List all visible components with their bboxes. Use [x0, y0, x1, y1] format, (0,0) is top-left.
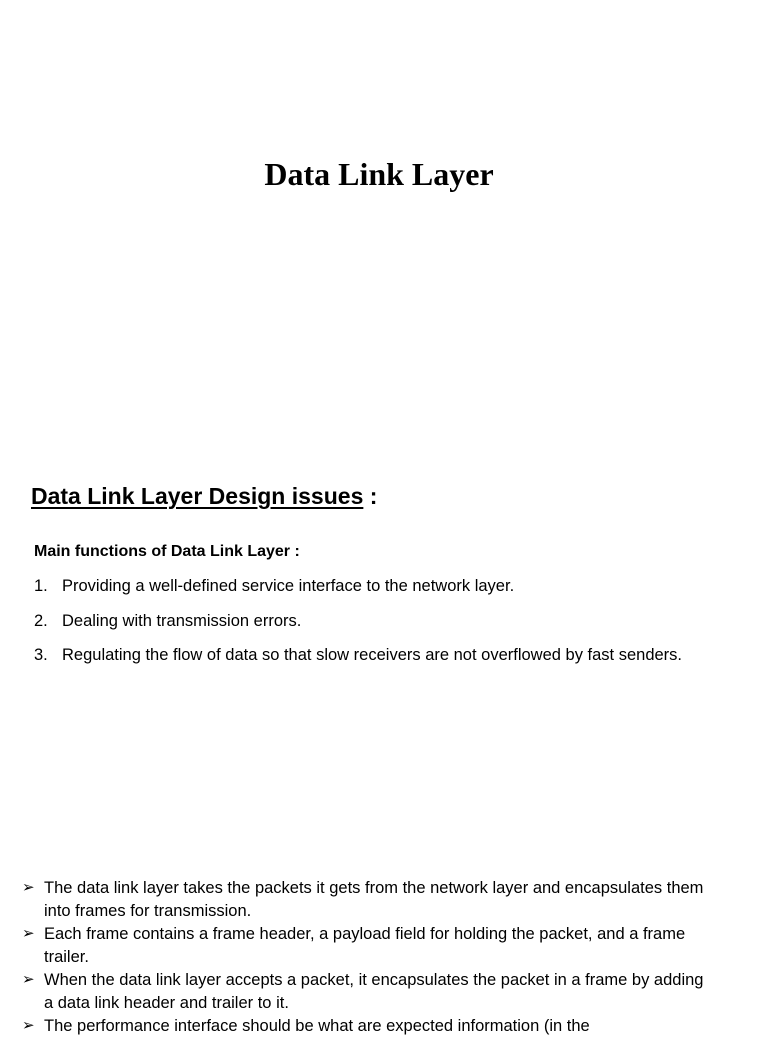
list-item-text: Dealing with transmission errors.	[62, 611, 302, 630]
functions-subheading: Main functions of Data Link Layer :	[34, 543, 300, 560]
list-number: 1.	[34, 577, 48, 595]
bullet-item	[22, 923, 712, 969]
section-heading-suffix: :	[363, 483, 378, 509]
list-number: 3.	[34, 646, 48, 664]
list-item	[34, 644, 682, 679]
list-item-text: Providing a well-defined service interface to the network layer.	[62, 577, 515, 595]
list-item	[34, 610, 682, 645]
arrow-bullet-icon: ➢	[22, 924, 35, 942]
arrow-bullet-icon: ➢	[22, 878, 35, 896]
bullet-item	[22, 877, 712, 923]
bullet-list	[22, 877, 712, 1038]
bullet-text: The performance interface should be what are expected information (in the	[44, 1017, 590, 1035]
bullet-text: When the data link layer accepts a packet, it encapsulates the packet in a frame by adding a data link header and trailer to it.	[44, 971, 704, 1012]
page-title: Data Link Layer	[264, 156, 494, 192]
arrow-bullet-icon: ➢	[22, 1016, 35, 1034]
section-heading-text: Data Link Layer Design issues	[31, 483, 364, 509]
bullet-text: Each frame contains a frame header, a payload field for holding the packet, and a frame trailer.	[44, 925, 686, 966]
section-heading	[31, 480, 377, 512]
bullet-item	[22, 969, 712, 1015]
arrow-bullet-icon: ➢	[22, 970, 35, 988]
functions-list	[34, 575, 682, 679]
list-item-text: Regulating the flow of data so that slow receivers are not overflowed by fast senders.	[62, 646, 682, 664]
list-item	[34, 575, 682, 610]
bullet-item	[22, 1015, 712, 1038]
list-number: 2.	[34, 611, 48, 630]
bullet-text: The data link layer takes the packets it gets from the network layer and encapsulates them into frames for transmission.	[44, 879, 704, 920]
